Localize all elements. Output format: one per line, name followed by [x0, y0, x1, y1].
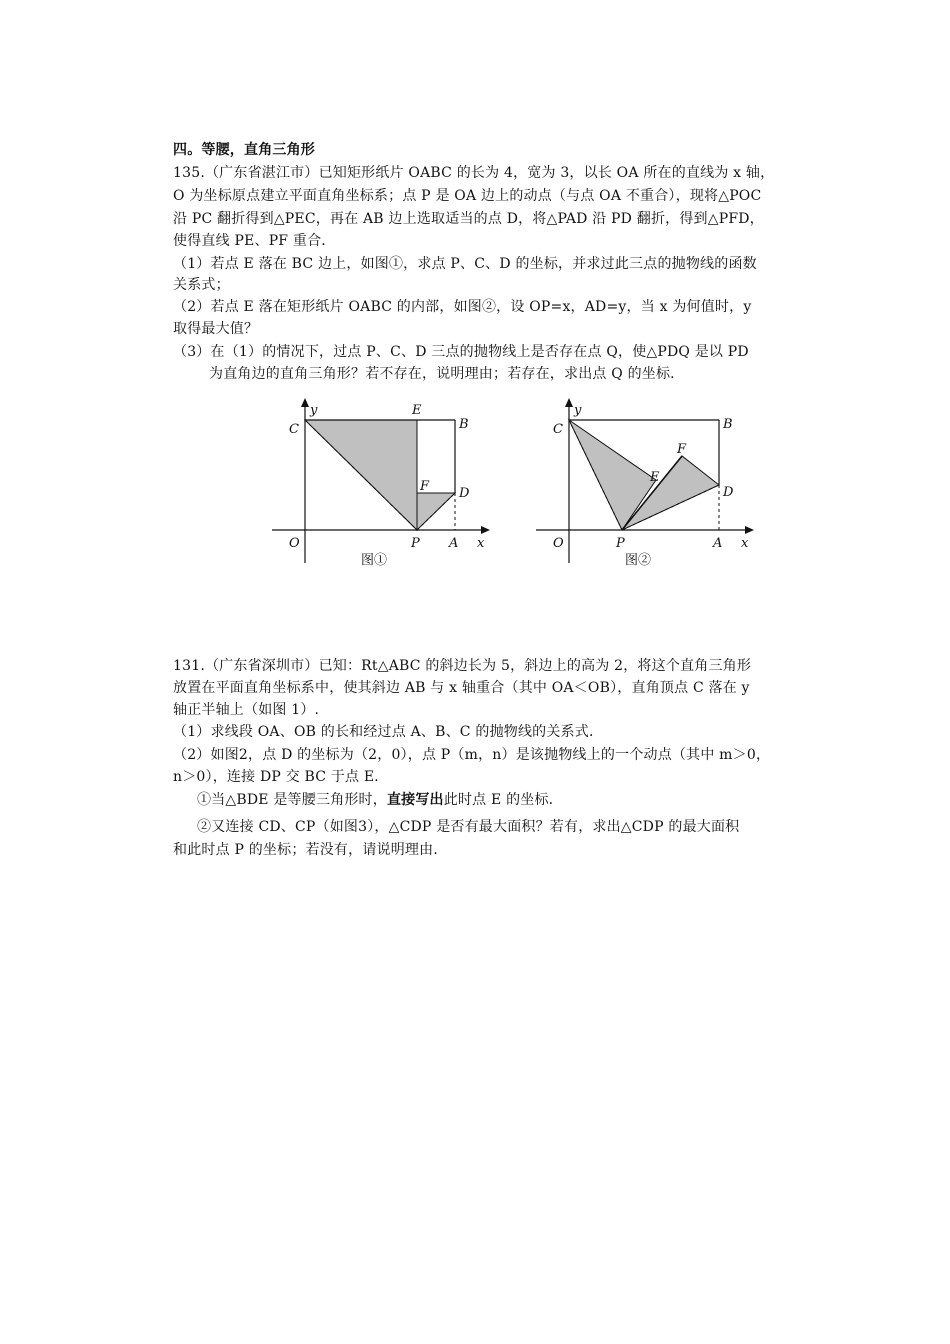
- label-d: D: [723, 485, 734, 500]
- problem-131-sub2-line2: 和此时点 P 的坐标；若没有，请说明理由．: [173, 842, 448, 858]
- problem-135-line: （1）若点 E 落在 BC 边上，如图①，求点 P、C、D 的坐标，并求过此三点的抛物线的函数: [173, 256, 757, 272]
- problem-131-line: 轴正半轴上（如图 1）.: [173, 702, 320, 718]
- problem-135-line: 135.（广东省湛江市）已知矩形纸片 OABC 的长为 4，宽为 3，以长 OA 所在的直线为 x 轴，: [173, 165, 775, 181]
- label-f: F: [420, 479, 430, 494]
- label-e: E: [650, 470, 660, 485]
- label-c: C: [553, 422, 563, 437]
- sub1-bold: 直接写出: [386, 792, 444, 808]
- label-x: x: [477, 536, 485, 551]
- label-f: F: [677, 442, 687, 457]
- label-d: D: [459, 486, 470, 501]
- problem-131-line: （2）如图2，点 D 的坐标为（2，0），点 P（m，n）是该抛物线上的一个动点（其中 m＞0，: [173, 747, 771, 763]
- label-y: y: [574, 403, 582, 418]
- problem-135-line: 为直角边的直角三角形？若不存在，说明理由；若存在，求出点 Q 的坐标．: [209, 366, 685, 382]
- problem-131-sub2-line1: ②又连接 CD、CP（如图3），△CDP 是否有最大面积？若有，求出△CDP 的最大面积: [197, 819, 740, 835]
- problem-135-line: O 为坐标原点建立平面直角坐标系；点 P 是 OA 边上的动点（与点 OA 不重合），现将△POC: [173, 188, 762, 204]
- figure-2-caption: 图②: [625, 553, 652, 568]
- label-o: O: [553, 536, 564, 551]
- problem-135-line: 关系式；: [173, 277, 230, 293]
- label-a: A: [449, 536, 459, 551]
- label-c: C: [289, 422, 299, 437]
- problem-135-line: 使得直线 PE、PF 重合．: [173, 233, 336, 249]
- problem-131-line: n＞0），连接 DP 交 BC 于点 E．: [173, 769, 389, 785]
- sub1-after: 此时点 E 的坐标．: [443, 792, 563, 808]
- problem-131-sub1: [197, 790, 807, 810]
- label-e: E: [412, 403, 422, 418]
- problem-135-line: （2）若点 E 落在矩形纸片 OABC 的内部，如图②，设 OP=x，AD=y，当 x 为何值时，y: [173, 299, 752, 315]
- figure-1-caption: 图①: [361, 553, 388, 568]
- problem-135-line: （3）在（1）的情况下，过点 P、C、D 三点的抛物线上是否存在点 Q，使△PDQ 是以 PD: [173, 344, 749, 360]
- label-b: B: [723, 417, 733, 432]
- sub1-before: ①当△BDE 是等腰三角形时，: [197, 792, 387, 808]
- label-y: y: [310, 403, 318, 418]
- label-a: A: [713, 536, 723, 551]
- section-title: 四。等腰，直角三角形: [173, 142, 315, 158]
- problem-131-line: 131.（广东省深圳市）已知：Rt△ABC 的斜边长为 5，斜边上的高为 2，将这个直角三角形: [173, 658, 752, 674]
- figure-1: [268, 393, 498, 573]
- label-b: B: [459, 417, 469, 432]
- problem-131-line: 放置在平面直角坐标系中，使其斜边 AB 与 x 轴重合（其中 OA＜OB），直角顶点 C 落在 y: [173, 680, 750, 696]
- label-x: x: [741, 536, 749, 551]
- label-p: P: [616, 536, 625, 551]
- label-p: P: [411, 536, 420, 551]
- problem-135-line: 取得最大值？: [173, 321, 259, 337]
- problem-131-line: （1）求线段 OA、OB 的长和经过点 A、B、C 的抛物线的关系式．: [173, 724, 604, 740]
- problem-135-line: 沿 PC 翻折得到△PEC，再在 AB 边上选取适当的点 D，将△PAD 沿 PD 翻折，得到△PFD，: [173, 211, 764, 227]
- label-o: O: [289, 536, 300, 551]
- figure-2: [532, 393, 762, 573]
